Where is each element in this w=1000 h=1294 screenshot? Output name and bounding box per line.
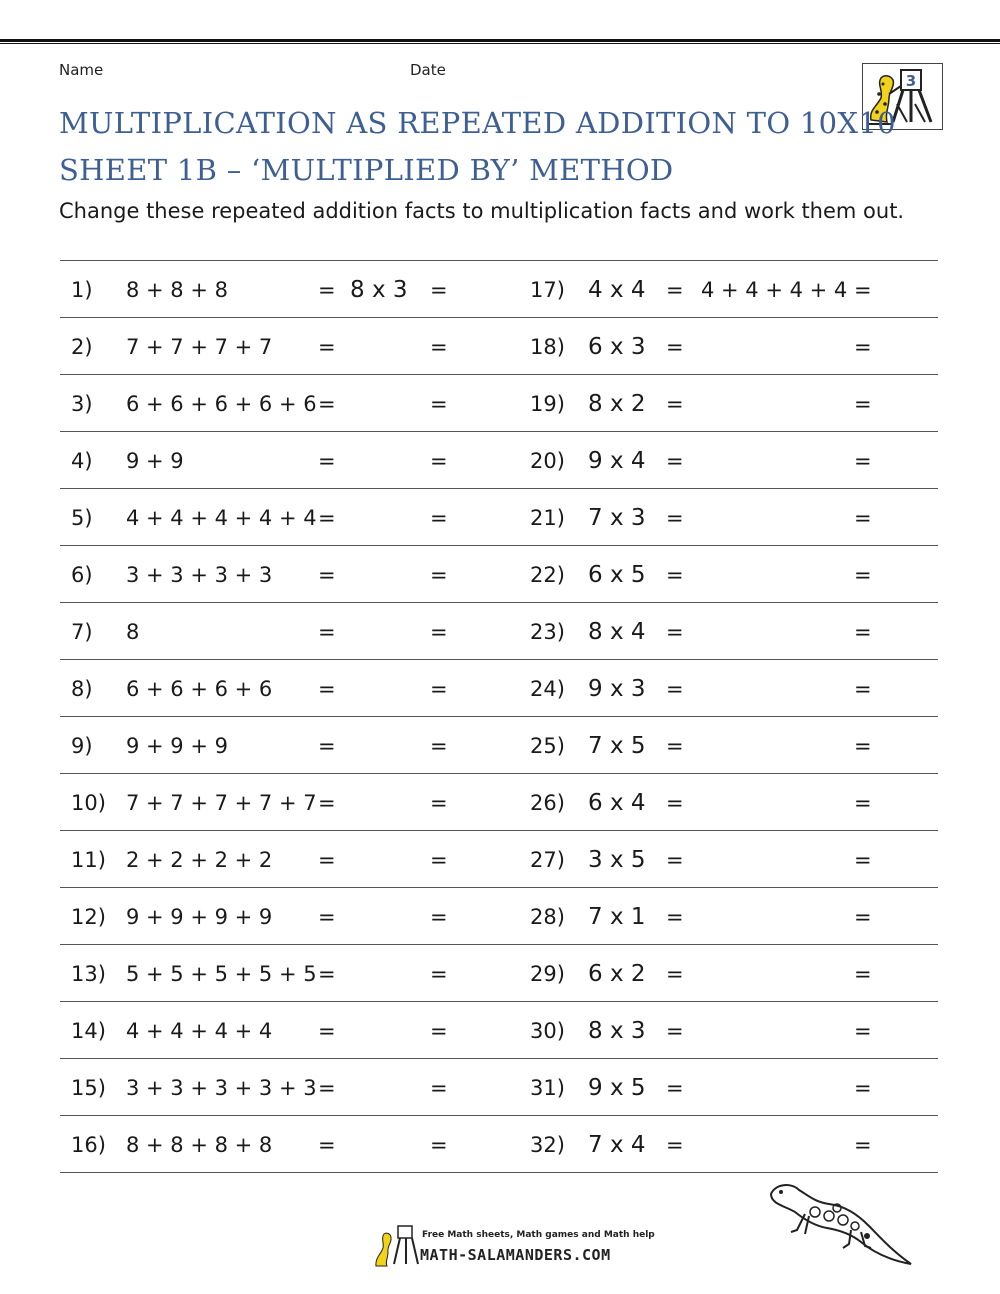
instructions: Change these repeated addition facts to multiplication facts and work them out. [59, 199, 905, 223]
equals-sign: = [430, 563, 448, 587]
equals-sign: = [854, 848, 872, 872]
problem-number: 17) [530, 278, 565, 302]
multiplication-fact: 8 x 2 [588, 391, 646, 417]
equals-sign: = [430, 1076, 448, 1100]
equals-sign: = [430, 962, 448, 986]
multiplication-fact: 8 x 4 [588, 619, 646, 645]
problem-number: 32) [530, 1133, 565, 1157]
equals-sign: = [430, 677, 448, 701]
equals-sign: = [854, 506, 872, 530]
equals-sign: = [854, 278, 872, 302]
problem-row [60, 831, 938, 888]
problem-number: 12) [71, 905, 106, 929]
equals-sign: = [318, 278, 336, 302]
problem-number: 28) [530, 905, 565, 929]
equals-sign: = [430, 905, 448, 929]
problem-row [60, 1002, 938, 1059]
problem-number: 15) [71, 1076, 106, 1100]
equals-sign: = [666, 962, 684, 986]
equals-sign: = [318, 1133, 336, 1157]
problem-number: 13) [71, 962, 106, 986]
problem-number: 23) [530, 620, 565, 644]
equals-sign: = [318, 734, 336, 758]
problem-number: 24) [530, 677, 565, 701]
equals-sign: = [430, 1133, 448, 1157]
problem-number: 30) [530, 1019, 565, 1043]
equals-sign: = [318, 962, 336, 986]
salamander-mini-icon [372, 1224, 422, 1270]
repeated-addition: 8 + 8 + 8 [126, 278, 228, 302]
equals-sign: = [854, 563, 872, 587]
equals-sign: = [666, 449, 684, 473]
equals-sign: = [318, 506, 336, 530]
equals-sign: = [666, 1133, 684, 1157]
problem-number: 9) [71, 734, 93, 758]
problem-number: 27) [530, 848, 565, 872]
problem-number: 29) [530, 962, 565, 986]
equals-sign: = [318, 848, 336, 872]
multiplication-fact: 4 x 4 [588, 277, 646, 303]
problem-number: 20) [530, 449, 565, 473]
equals-sign: = [430, 392, 448, 416]
equals-sign: = [854, 734, 872, 758]
multiplication-fact: 8 x 3 [588, 1018, 646, 1044]
problem-number: 3) [71, 392, 93, 416]
equals-sign: = [854, 962, 872, 986]
equals-sign: = [318, 905, 336, 929]
equals-sign: = [854, 1076, 872, 1100]
repeated-addition: 2 + 2 + 2 + 2 [126, 848, 273, 872]
multiplication-fact: 9 x 4 [588, 448, 646, 474]
title-line-1: MULTIPLICATION AS REPEATED ADDITION TO 10X10 [59, 106, 896, 140]
problem-row [60, 774, 938, 831]
name-label: Name [59, 61, 104, 79]
repeated-addition: 9 + 9 + 9 [126, 734, 228, 758]
problem-number: 26) [530, 791, 565, 815]
multiplication-fact: 6 x 4 [588, 790, 646, 816]
equals-sign: = [666, 1019, 684, 1043]
equals-sign: = [430, 734, 448, 758]
equals-sign: = [666, 506, 684, 530]
problem-row [60, 546, 938, 603]
equals-sign: = [430, 620, 448, 644]
equals-sign: = [854, 449, 872, 473]
equals-sign: = [666, 1076, 684, 1100]
equals-sign: = [854, 335, 872, 359]
problem-row [60, 1116, 938, 1173]
problem-number: 10) [71, 791, 106, 815]
equals-sign: = [666, 563, 684, 587]
equals-sign: = [854, 791, 872, 815]
equals-sign: = [430, 848, 448, 872]
repeated-addition: 3 + 3 + 3 + 3 + 3 [126, 1076, 317, 1100]
problem-number: 16) [71, 1133, 106, 1157]
repeated-addition: 9 + 9 [126, 449, 184, 473]
equals-sign: = [854, 620, 872, 644]
equals-sign: = [854, 392, 872, 416]
equals-sign: = [854, 677, 872, 701]
problem-row [60, 432, 938, 489]
problem-row [60, 375, 938, 432]
multiplication-fact: 6 x 5 [588, 562, 646, 588]
equals-sign: = [430, 791, 448, 815]
equals-sign: = [318, 563, 336, 587]
equals-sign: = [430, 449, 448, 473]
repeated-addition: 4 + 4 + 4 + 4 + 4 [126, 506, 317, 530]
multiplication-fact: 7 x 4 [588, 1132, 646, 1158]
problem-number: 21) [530, 506, 565, 530]
problem-row [60, 318, 938, 375]
repeated-addition: 4 + 4 + 4 + 4 [701, 278, 848, 302]
problem-row [60, 888, 938, 945]
problem-number: 7) [71, 620, 93, 644]
problem-number: 4) [71, 449, 93, 473]
equals-sign: = [318, 1019, 336, 1043]
equals-sign: = [854, 1019, 872, 1043]
date-label: Date [410, 61, 446, 79]
problem-number: 11) [71, 848, 106, 872]
multiplication-fact: 9 x 5 [588, 1075, 646, 1101]
multiplication-fact: 6 x 3 [588, 334, 646, 360]
equals-sign: = [318, 620, 336, 644]
equals-sign: = [318, 677, 336, 701]
repeated-addition: 8 [126, 620, 140, 644]
problem-number: 22) [530, 563, 565, 587]
repeated-addition: 9 + 9 + 9 + 9 [126, 905, 273, 929]
problem-number: 5) [71, 506, 93, 530]
equals-sign: = [430, 506, 448, 530]
problem-row [60, 261, 938, 318]
equals-sign: = [318, 449, 336, 473]
equals-sign: = [318, 335, 336, 359]
problem-row [60, 603, 938, 660]
problem-number: 14) [71, 1019, 106, 1043]
equals-sign: = [854, 1133, 872, 1157]
equals-sign: = [666, 335, 684, 359]
equals-sign: = [666, 278, 684, 302]
equals-sign: = [666, 677, 684, 701]
problem-row [60, 717, 938, 774]
title-line-2: SHEET 1B – ‘MULTIPLIED BY’ METHOD [59, 153, 674, 187]
multiplication-fact: 8 x 3 [350, 277, 408, 303]
problem-row [60, 945, 938, 1002]
equals-sign: = [666, 848, 684, 872]
equals-sign: = [318, 392, 336, 416]
problem-row [60, 660, 938, 717]
equals-sign: = [318, 791, 336, 815]
problem-number: 1) [71, 278, 93, 302]
equals-sign: = [318, 1076, 336, 1100]
equals-sign: = [854, 905, 872, 929]
footer-tagline: Free Math sheets, Math games and Math help [422, 1230, 655, 1240]
equals-sign: = [666, 791, 684, 815]
multiplication-fact: 7 x 3 [588, 505, 646, 531]
equals-sign: = [430, 1019, 448, 1043]
problem-number: 8) [71, 677, 93, 701]
salamander-icon [765, 1180, 915, 1270]
equals-sign: = [666, 734, 684, 758]
problem-row [60, 489, 938, 546]
equals-sign: = [430, 278, 448, 302]
repeated-addition: 7 + 7 + 7 + 7 [126, 335, 273, 359]
equals-sign: = [666, 392, 684, 416]
repeated-addition: 6 + 6 + 6 + 6 [126, 677, 273, 701]
multiplication-fact: 7 x 5 [588, 733, 646, 759]
repeated-addition: 5 + 5 + 5 + 5 + 5 [126, 962, 317, 986]
equals-sign: = [666, 905, 684, 929]
problem-number: 31) [530, 1076, 565, 1100]
problem-number: 25) [530, 734, 565, 758]
repeated-addition: 7 + 7 + 7 + 7 + 7 [126, 791, 317, 815]
problem-number: 2) [71, 335, 93, 359]
problem-number: 6) [71, 563, 93, 587]
footer-site: MATH-SALAMANDERS.COM [420, 1246, 611, 1264]
repeated-addition: 4 + 4 + 4 + 4 [126, 1019, 273, 1043]
logo-badge: 3 [905, 72, 917, 90]
multiplication-fact: 6 x 2 [588, 961, 646, 987]
problem-number: 18) [530, 335, 565, 359]
problem-row [60, 1059, 938, 1116]
multiplication-fact: 3 x 5 [588, 847, 646, 873]
equals-sign: = [430, 335, 448, 359]
multiplication-fact: 7 x 1 [588, 904, 646, 930]
top-rule [0, 39, 1000, 44]
problem-table [60, 260, 938, 1173]
multiplication-fact: 9 x 3 [588, 676, 646, 702]
repeated-addition: 8 + 8 + 8 + 8 [126, 1133, 273, 1157]
problem-number: 19) [530, 392, 565, 416]
repeated-addition: 3 + 3 + 3 + 3 [126, 563, 273, 587]
equals-sign: = [666, 620, 684, 644]
repeated-addition: 6 + 6 + 6 + 6 + 6 [126, 392, 317, 416]
